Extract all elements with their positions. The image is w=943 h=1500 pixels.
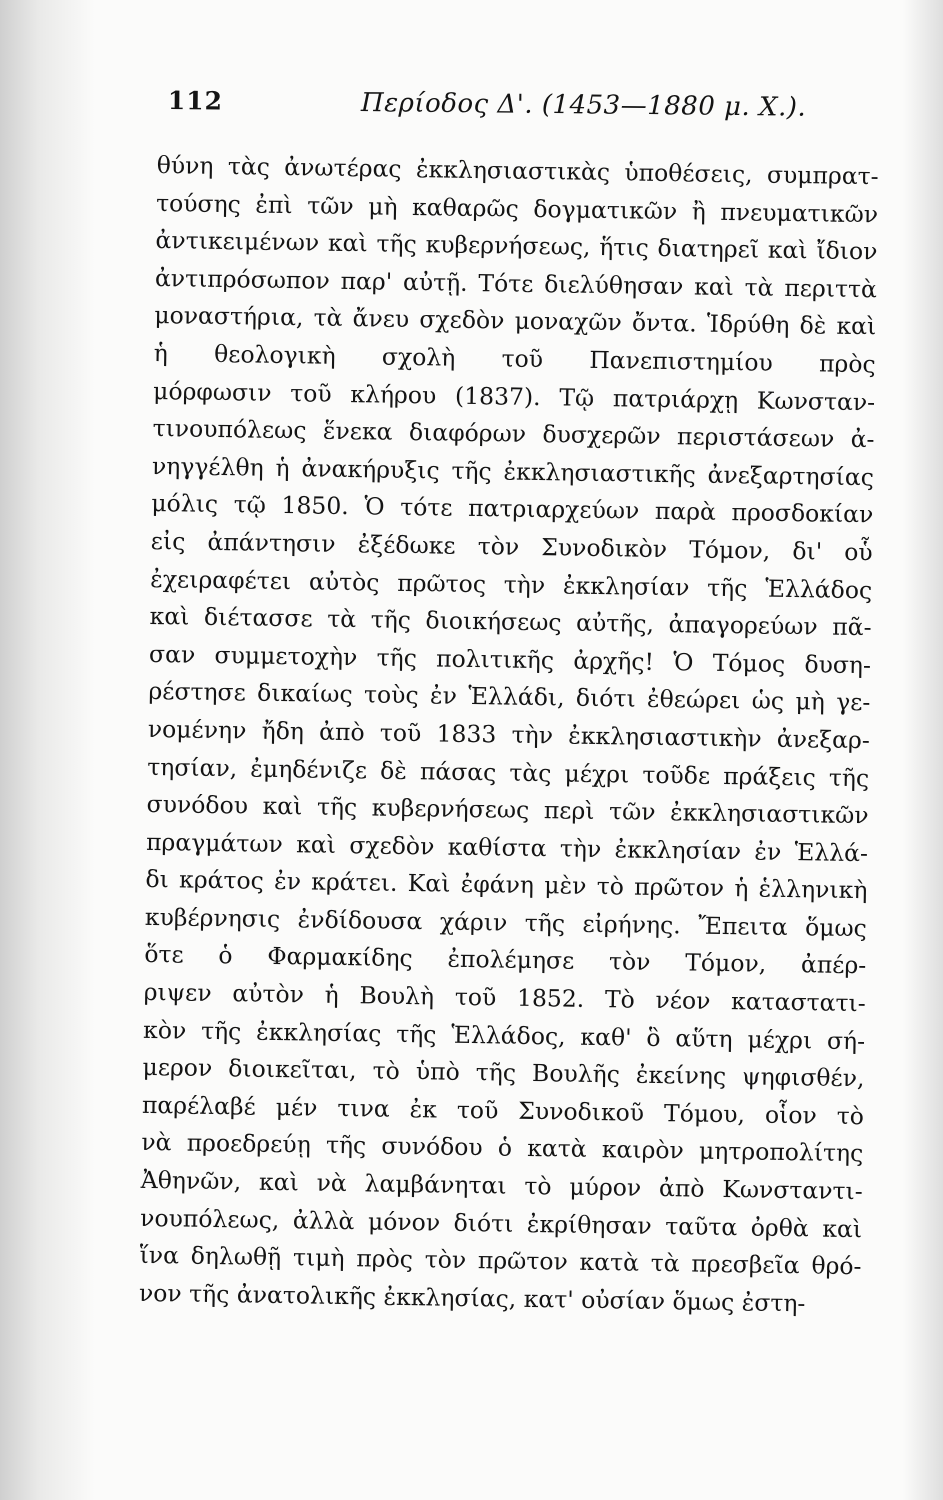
text-line: Ἀθηνῶν, καὶ νὰ λαμβάνηται τὸ μύρον ἀπὸ Κωνσταντι- (140, 1165, 863, 1206)
text-line: κυβέρνησις ἐνδίδουσα χάριν τῆς εἰρήνης. Ἔπειτα ὅμως (144, 902, 868, 943)
text-line: θύνη τὰς ἀνωτέρας ἐκκλησιαστικὰς ὑποθέσεις, συμπρατ- (156, 150, 879, 191)
text-line: μερον διοικεῖται, τὸ ὑπὸ τῆς Βουλῆς ἐκείνης ψηφισθέν, (142, 1053, 865, 1093)
text-line: τούσης ἐπὶ τῶν μὴ καθαρῶς δογματικῶν ἢ πνευματικῶν (155, 188, 879, 228)
text-line: ἀντικειμένων καὶ τῆς κυβερνήσεως, ἥτις διατηρεῖ καὶ ἴδιον (155, 226, 878, 266)
text-line: νον τῆς ἀνατολικῆς ἐκκλησίας, κατ' οὐσίαν ὅμως ἐστη- (138, 1278, 806, 1318)
text-line: κὸν τῆς ἐκκλησίας τῆς Ἑλλάδος, καθ' ὃ αὕτη μέχρι σή- (142, 1015, 866, 1055)
text-line: παρέλαβέ μέν τινα ἐκ τοῦ Συνοδικοῦ Τόμου, οἷον τὸ (141, 1090, 865, 1131)
text-line: ὅτε ὁ Φαρμακίδης ἐπολέμησε τὸν Τόμον, ἀπέρ- (144, 940, 867, 980)
text-line: εἰς ἀπάντησιν ἐξέδωκε τὸν Συνοδικὸν Τόμον, δι' οὗ (150, 526, 873, 567)
text-line: μόλις τῷ 1850. Ὁ τότε πατριαρχεύων παρὰ προσδοκίαν (151, 489, 874, 529)
text-line: ἡ θεολογικὴ σχολὴ τοῦ Πανεπιστημίου πρὸς (153, 338, 876, 379)
text-line: δι κράτος ἐν κράτει. Καὶ ἐφάνη μὲν τὸ πρῶτον ἡ ἑλληνικὴ (145, 865, 868, 905)
text-line: πραγμάτων καὶ σχεδὸν καθίστα τὴν ἐκκλησίαν ἐν Ἑλλά- (145, 827, 869, 867)
text-line: συνόδου καὶ τῆς κυβερνήσεως περὶ τῶν ἐκκλησιαστικῶν (146, 790, 869, 830)
text-line: σαν συμμετοχὴν τῆς πολιτικῆς ἀρχῆς! Ὁ Τόμος δυση- (148, 639, 872, 679)
running-head: Περίοδος Δ'. (1453—1880 μ. Χ.). (360, 88, 807, 123)
page-number: 112 (167, 86, 224, 116)
text-line: ρέστησε δικαίως τοὺς ἐν Ἑλλάδι, διότι ἐθεώρει ὡς μὴ γε- (148, 677, 871, 717)
text-line: μοναστήρια, τὰ ἄνευ σχεδὸν μοναχῶν ὄντα. Ἱδρύθη δὲ καὶ (154, 301, 877, 341)
text-line: ἵνα δηλωθῇ τιμὴ πρὸς τὸν πρῶτον κατὰ τὰ πρεσβεῖα θρό- (139, 1241, 862, 1281)
page-header (168, 86, 888, 138)
text-line: ἀντιπρόσωπον παρ' αὐτῇ. Τότε διελύθησαν καὶ τὰ περιττὰ (154, 263, 878, 304)
text-line: ριψεν αὐτὸν ἡ Βουλὴ τοῦ 1852. Τὸ νέον καταστατι- (143, 977, 866, 1018)
text-line: τινουπόλεως ἕνεκα διαφόρων δυσχερῶν περιστάσεων ἀ- (152, 414, 875, 454)
body-text (139, 147, 897, 1324)
text-line: νηγγέλθη ἡ ἀνακήρυξις τῆς ἐκκλησιαστικῆς ἀνεξαρτησίας (151, 451, 875, 492)
text-line: νομένην ἤδη ἀπὸ τοῦ 1833 τὴν ἐκκλησιαστικὴν ἀνεξαρ- (147, 714, 870, 755)
text-line: μόρφωσιν τοῦ κλήρου (1837). Τῷ πατριάρχῃ Κωνσταν- (152, 376, 876, 416)
text-line: ἐχειραφέτει αὐτὸς πρῶτος τὴν ἐκκλησίαν τῆς Ἑλλάδος (150, 564, 873, 604)
text-line: νὰ προεδρεύῃ τῆς συνόδου ὁ κατὰ καιρὸν μητροπολίτης (141, 1128, 864, 1168)
text-line: καὶ διέτασσε τὰ τῆς διοικήσεως αὐτῆς, ἀπαγορεύων πᾶ- (149, 602, 872, 642)
text-line: τησίαν, ἐμηδένιζε δὲ πάσας τὰς μέχρι τοῦδε πράξεις τῆς (147, 752, 870, 792)
text-line: νουπόλεως, ἀλλὰ μόνον διότι ἐκρίθησαν ταῦτα ὀρθὰ καὶ (139, 1203, 863, 1243)
